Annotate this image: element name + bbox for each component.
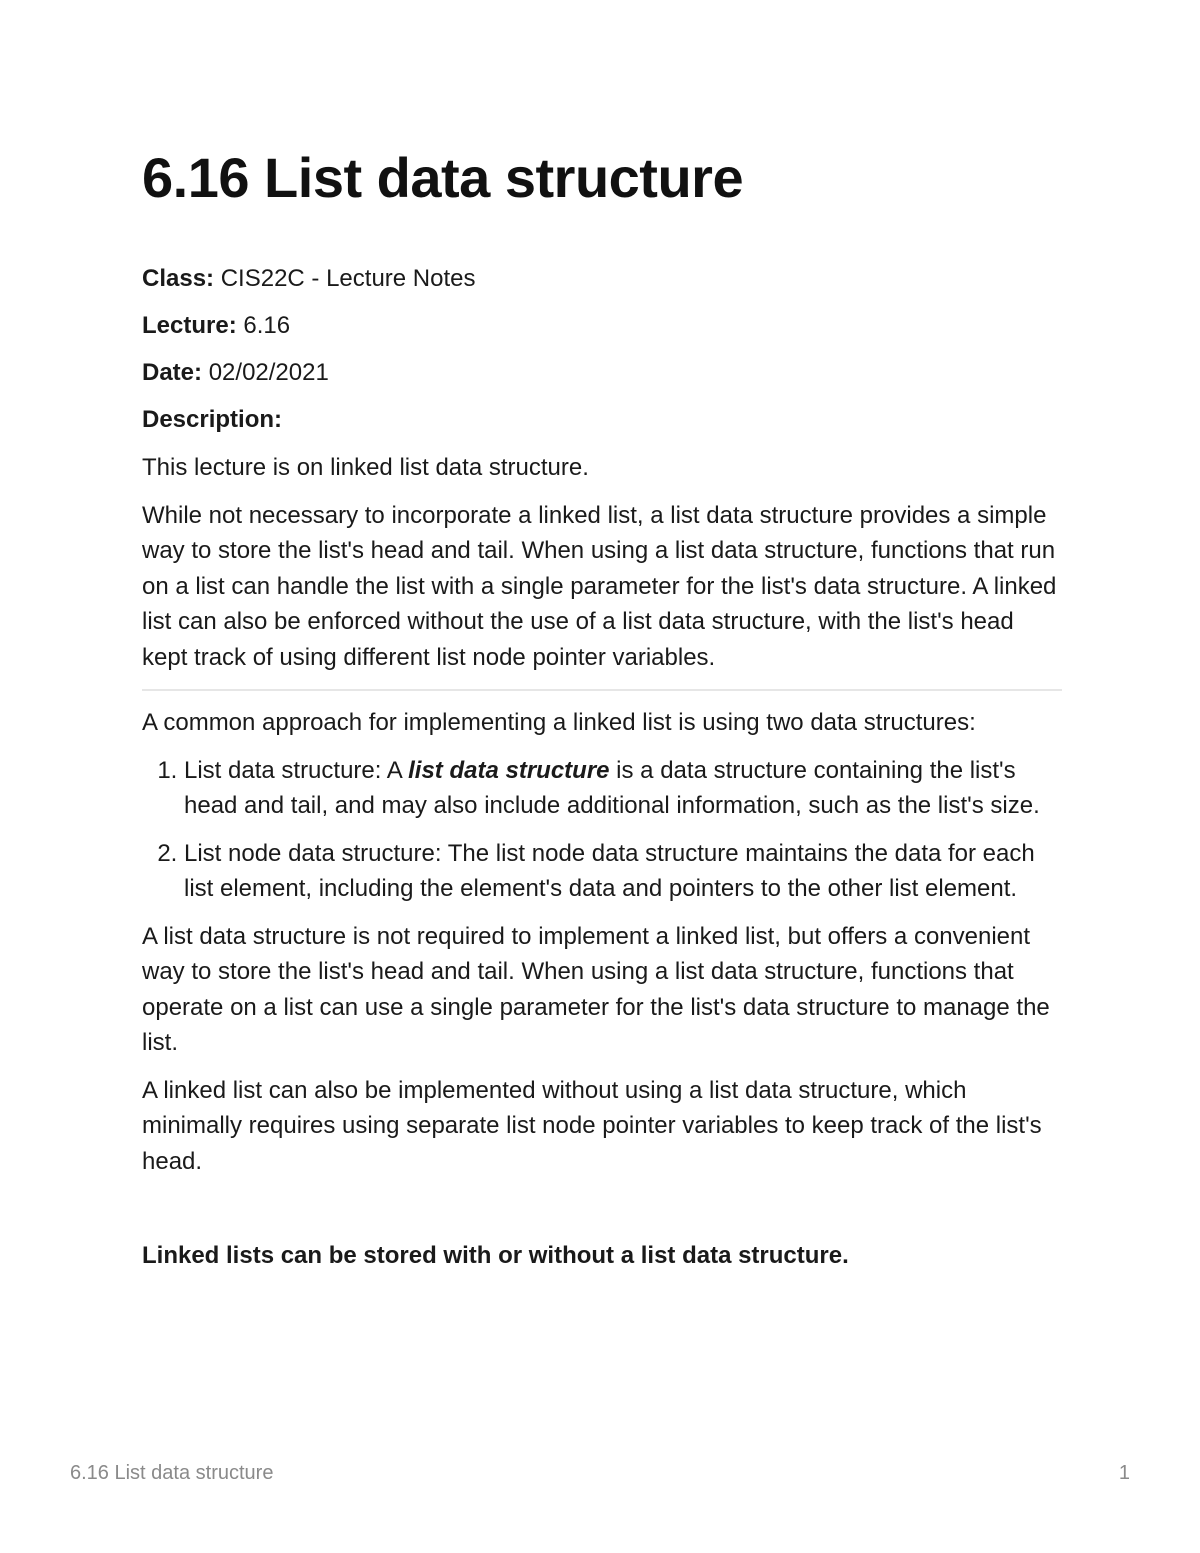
summary-callout: Linked lists can be stored with or without a list data structure. (142, 1242, 849, 1269)
list-item (184, 753, 1062, 824)
meta-date-label: Date (142, 359, 195, 386)
meta-description-label: Description (142, 406, 275, 433)
meta-lecture-value: 6.16 (243, 312, 291, 339)
document-page (142, 140, 1062, 1273)
meta-date: Date: 02/02/2021 (142, 359, 329, 386)
meta-lecture: Lecture: 6.16 (142, 312, 291, 339)
overview-paragraph: While not necessary to incorporate a linked list, a list data structure provides a simple way to store the list's head and tail. When using a list data structure, functions that run on a list can handle the list with a single parameter for the list's data structure. A linked list can also be enforced without the use of a list data structure, with the list's head kept track of using different list node pointer variables. (142, 501, 1057, 671)
list-item-1-prefix: List data structure: A (184, 756, 409, 784)
meta-date-value: 02/02/2021 (208, 359, 329, 386)
list-item-2-text: List node data structure: The list node data structure maintains the data for each list element, including the element's data and pointers to the other list element. (184, 839, 1035, 902)
page-title: 6.16 List data structure (142, 146, 744, 209)
list-data-structure-term: list data structure (408, 756, 610, 784)
approach-paragraph: A common approach for implementing a linked list is using two data structures: (142, 709, 976, 736)
numbered-list (142, 753, 1062, 907)
metadata-block (142, 262, 1062, 437)
footer-title: 6.16 List data structure (70, 1462, 274, 1484)
without-paragraph: A linked list can also be implemented without using a list data structure, which minimally requires using separate list node pointer variables to keep track of the list's head. (142, 1076, 1042, 1175)
meta-class: Class: CIS22C - Lecture Notes (142, 265, 476, 292)
not-required-paragraph: A list data structure is not required to implement a linked list, but offers a convenient way to store the list's head and tail. When using a list data structure, functions that operate on a list can use a single parameter for the list's data structure to manage the list. (142, 922, 1050, 1056)
meta-class-label: Class (142, 265, 207, 292)
meta-description: Description: (142, 406, 283, 433)
intro-paragraph: This lecture is on linked list data structure. (142, 454, 589, 481)
list-item (184, 836, 1062, 907)
page-number: 1 (1118, 1462, 1130, 1484)
list-item-1-suffix: is a data structure containing the list's head and tail, and may also include additional information, such as the list's size. (184, 756, 1040, 819)
meta-class-value: CIS22C - Lecture Notes (220, 265, 476, 292)
section-divider (142, 689, 1062, 691)
meta-lecture-label: Lecture (142, 312, 229, 339)
